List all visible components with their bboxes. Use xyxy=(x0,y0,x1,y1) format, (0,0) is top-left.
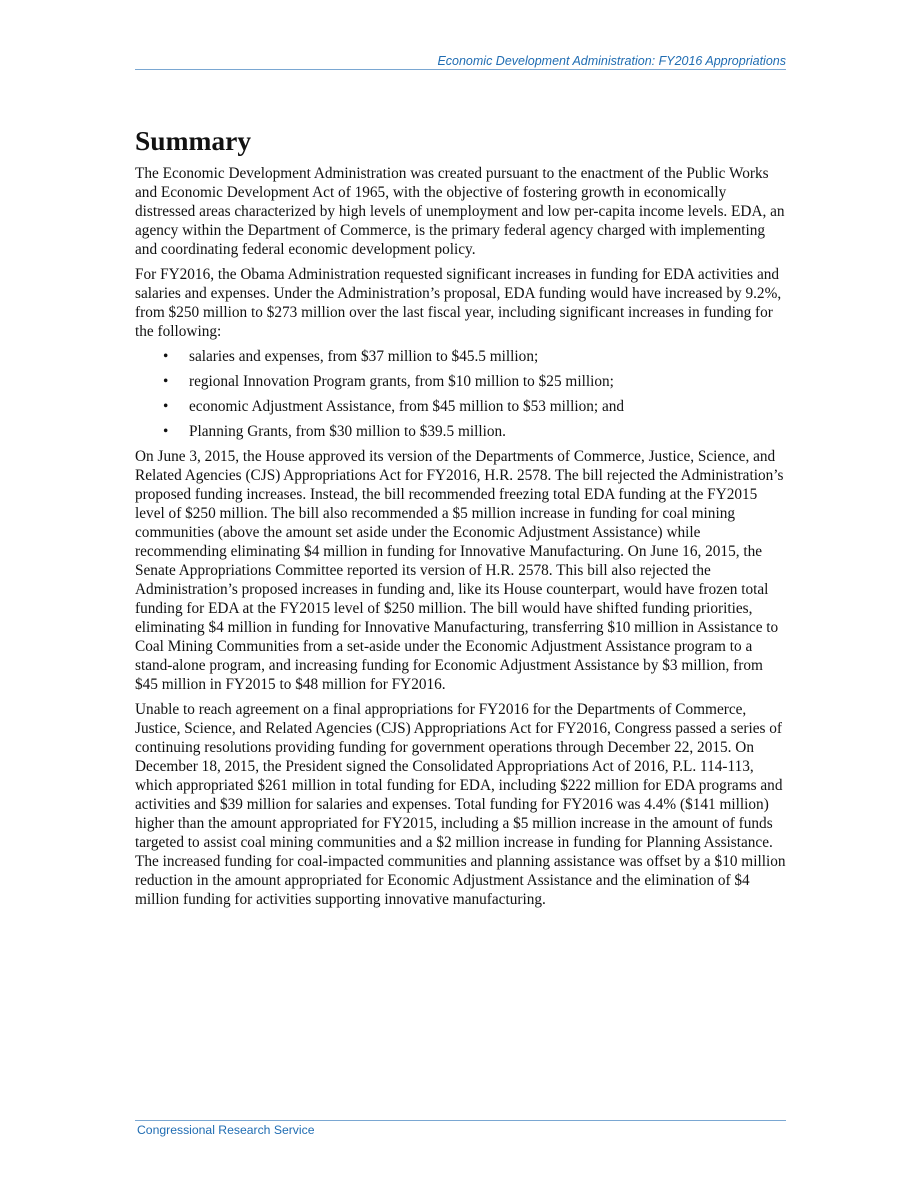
funding-increase-list xyxy=(135,347,786,441)
footer-divider xyxy=(135,1120,786,1121)
bullet-icon: • xyxy=(163,348,169,365)
list-item xyxy=(163,347,786,366)
list-item-text: economic Adjustment Assistance, from $45 million to $53 million; and xyxy=(189,398,625,415)
summary-section xyxy=(135,124,786,915)
paragraph-intro: The Economic Development Administration was created pursuant to the enactment of the Public Works and Economic Development Act of 1965, with the objective of fostering growth in economically distressed areas characterized by high levels of unemployment and low per-capita income levels. EDA, an agency within the Department of Commerce, is the primary federal agency charged with implementing and coordinating federal economic development policy. xyxy=(135,165,785,258)
paragraph-request: For FY2016, the Obama Administration requested significant increases in funding for EDA activities and salaries and expenses. Under the Administration’s proposal, EDA funding would have increased by 9.2%, from $250 million to $273 million over the last fiscal year, including significant increases in funding for the following: xyxy=(135,266,782,340)
list-item-text: regional Innovation Program grants, from $10 million to $25 million; xyxy=(189,373,614,390)
bullet-icon: • xyxy=(163,398,169,415)
bullet-icon: • xyxy=(163,373,169,390)
header-divider xyxy=(135,69,786,70)
list-item xyxy=(163,422,786,441)
bullet-icon: • xyxy=(163,423,169,440)
list-item xyxy=(163,397,786,416)
paragraph-house-senate: On June 3, 2015, the House approved its version of the Departments of Commerce, Justice, Science, and Related Agencies (CJS) Appropriations Act for FY2016, H.R. 2578. The bill rejected the Administration’s proposed funding increases. Instead, the bill recommended freezing total EDA funding at the FY2015 level of $250 million. The bill also recommended a $5 million increase in funding for coal mining communities (above the amount set aside under the Economic Adjustment Assistance) while recommending eliminating $4 million in funding for Innovative Manufacturing. On June 16, 2015, the Senate Appropriations Committee reported its version of H.R. 2578. This bill also rejected the Administration’s proposed increases in funding and, like its House counterpart, would have frozen total funding for EDA at the FY2015 level of $250 million. The bill would have shifted funding priorities, eliminating $4 million in funding for Innovative Manufacturing, transferring $10 million in Assistance to Coal Mining Communities from a set-aside under the Economic Adjustment Assistance program to a stand-alone program, and increasing funding for Economic Adjustment Assistance by $3 million, from $45 million in FY2015 to $48 million for FY2016. xyxy=(135,448,784,693)
list-item xyxy=(163,372,786,391)
running-header: Economic Development Administration: FY2016 Appropriations xyxy=(437,54,786,68)
footer-publisher: Congressional Research Service xyxy=(137,1123,315,1137)
paragraph-enacted: Unable to reach agreement on a final appropriations for FY2016 for the Departments of Commerce, Justice, Science, and Related Agencies (CJS) Appropriations Act for FY2016, Congress passed a series of continuing resolutions providing funding for government operations through December 22, 2015. On December 18, 2015, the President signed the Consolidated Appropriations Act of 2016, P.L. 114-113, which appropriated $261 million in total funding for EDA, including $222 million for EDA programs and activities and $39 million for salaries and expenses. Total funding for FY2016 was 4.4% ($141 million) higher than the amount appropriated for FY2015, including a $5 million increase in the amount of funds targeted to assist coal mining communities and a $2 million increase in funding for Planning Assistance. The increased funding for coal-impacted communities and planning assistance was offset by a $10 million reduction in the amount appropriated for Economic Adjustment Assistance and the elimination of $4 million funding for activities supporting innovative manufacturing. xyxy=(135,701,786,908)
list-item-text: salaries and expenses, from $37 million to $45.5 million; xyxy=(189,348,539,365)
list-item-text: Planning Grants, from $30 million to $39.5 million. xyxy=(189,423,506,440)
section-title: Summary xyxy=(135,125,252,156)
